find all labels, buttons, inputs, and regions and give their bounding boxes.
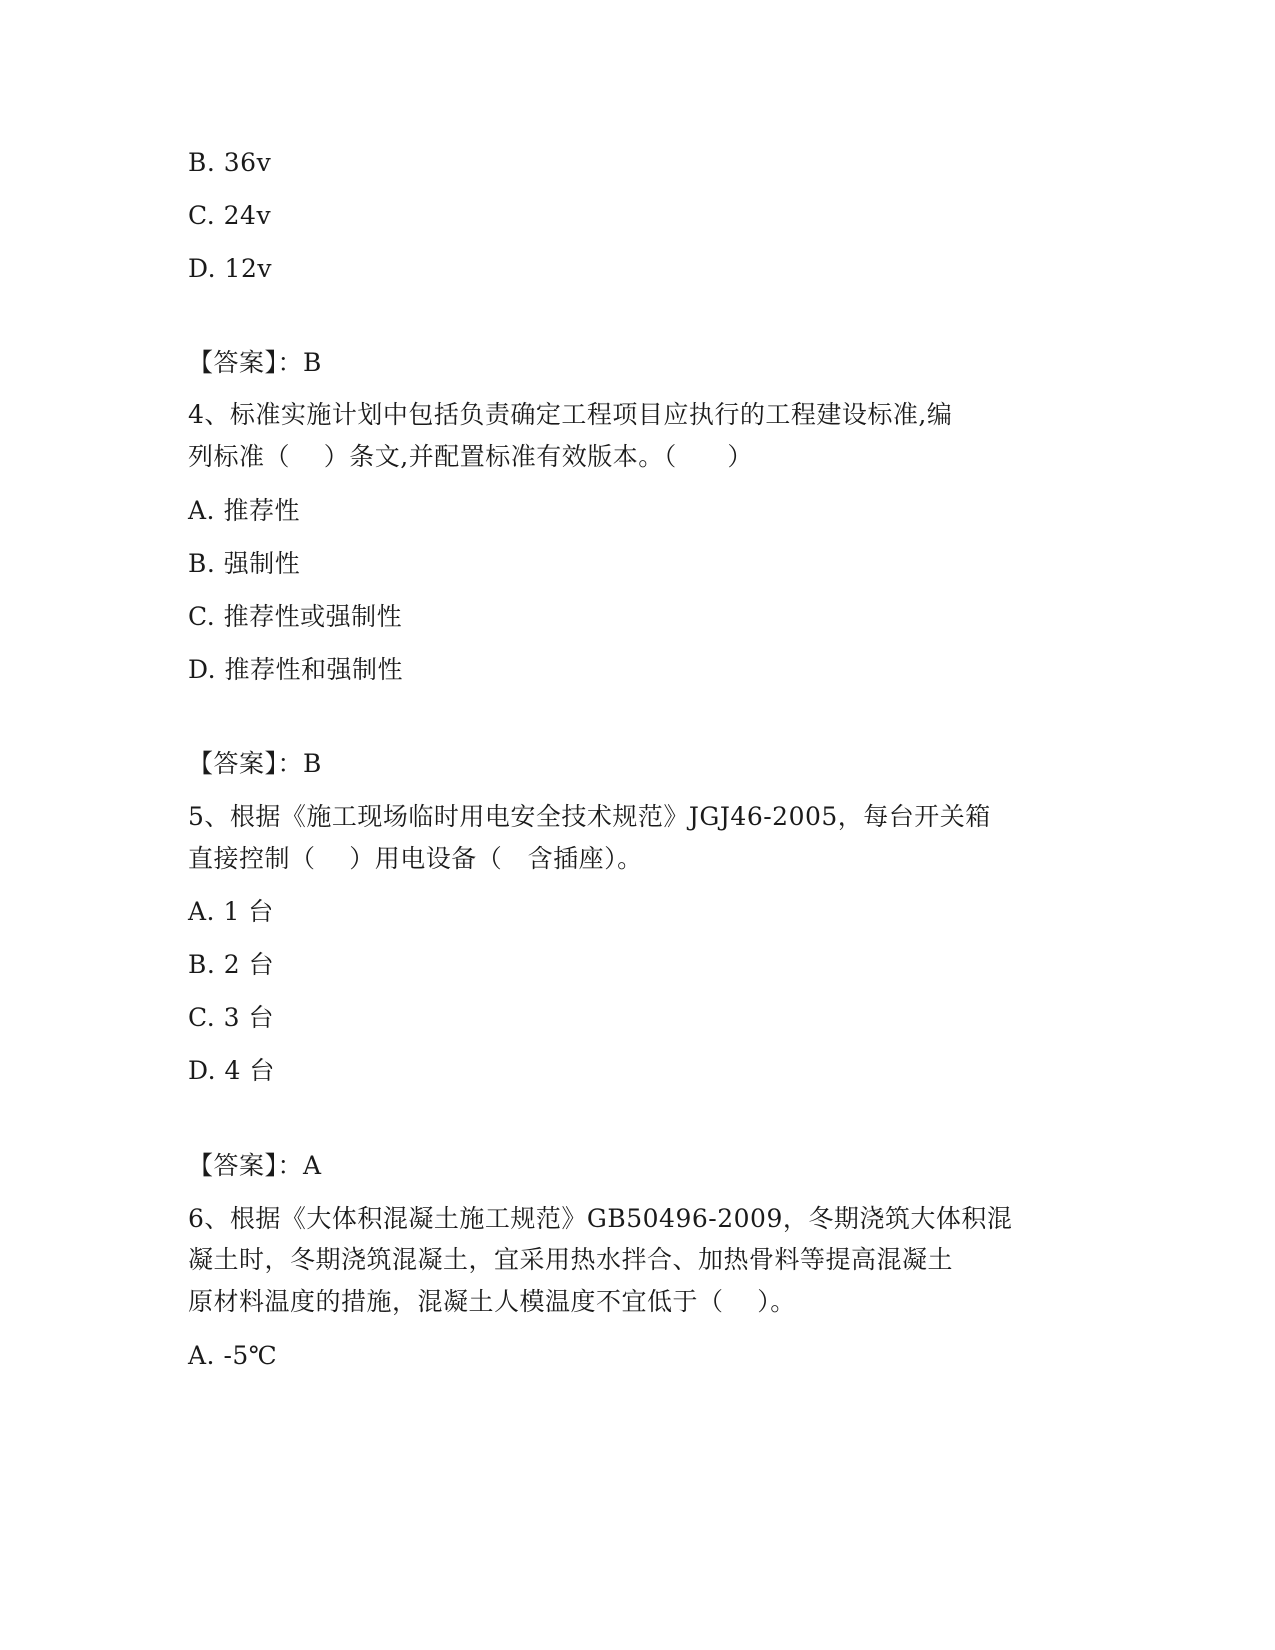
question-5-stem-line: 直接控制（ ）用电设备（ 含插座）。 <box>188 844 643 873</box>
option-c: C. 24v <box>188 201 272 230</box>
option-a: A. -5℃ <box>188 1341 278 1370</box>
option-b: B. 36v <box>188 148 272 177</box>
question-6-stem-line: 6、根据《大体积混凝土施工规范》GB50496-2009，冬期浇筑大体积混 <box>188 1204 1013 1233</box>
question-6-stem-line: 原材料温度的措施，混凝土人模温度不宜低于（ ）。 <box>188 1287 796 1316</box>
option-a: A. 推荐性 <box>188 496 300 525</box>
option-c: C. 3 台 <box>188 1003 274 1032</box>
answer-label: 【答案】：B <box>188 348 322 377</box>
question-5-stem-line: 5、根据《施工现场临时用电安全技术规范》JGJ46-2005，每台开关箱 <box>188 802 991 831</box>
question-6-stem-line: 凝土时，冬期浇筑混凝土，宜采用热水拌合、加热骨料等提高混凝土 <box>188 1245 954 1274</box>
answer-label: 【答案】：A <box>188 1151 322 1180</box>
option-c: C. 推荐性或强制性 <box>188 602 403 631</box>
option-d: D. 12v <box>188 254 272 283</box>
option-d: D. 4 台 <box>188 1056 275 1085</box>
option-d: D. 推荐性和强制性 <box>188 655 404 684</box>
option-b: B. 强制性 <box>188 549 301 578</box>
question-4-stem-line: 列标准（ ）条文,并配置标准有效版本。（ ） <box>188 442 753 471</box>
answer-label: 【答案】：B <box>188 749 322 778</box>
option-b: B. 2 台 <box>188 950 275 979</box>
option-a: A. 1 台 <box>188 897 274 926</box>
question-4-stem-line: 4、标准实施计划中包括负责确定工程项目应执行的工程建设标准,编 <box>188 400 953 429</box>
